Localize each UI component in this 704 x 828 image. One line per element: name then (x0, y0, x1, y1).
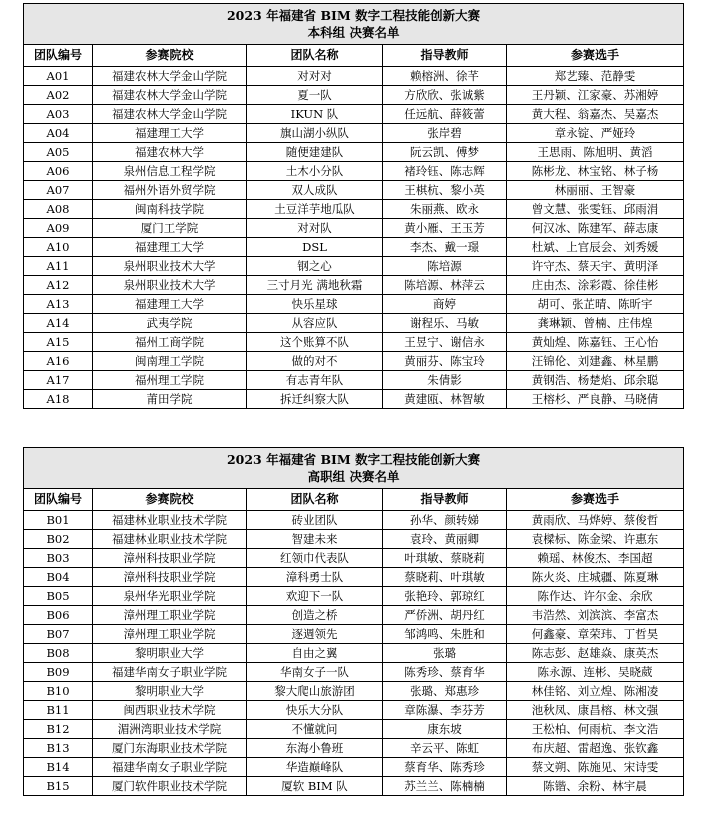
team-name-cell: 创造之桥 (247, 606, 383, 625)
team-name-cell: 逐週领先 (247, 625, 383, 644)
school-cell: 福建农林大学金山学院 (93, 105, 247, 124)
team-name-cell: 快乐大分队 (247, 701, 383, 720)
school-cell: 武夷学院 (93, 314, 247, 333)
team-id-cell: A03 (24, 105, 93, 124)
table-row (24, 644, 684, 663)
team-id-cell: A09 (24, 219, 93, 238)
table-title-row (24, 448, 684, 489)
team-name-cell: 三寸月光 满地秋霜 (247, 276, 383, 295)
participants-cell: 黄灿煌、陈嘉钰、王心怡 (507, 333, 684, 352)
school-cell: 闽南科技学院 (93, 200, 247, 219)
advisor-cell: 邹鸿鸣、朱胜和 (383, 625, 507, 644)
team-id-cell: A11 (24, 257, 93, 276)
school-cell: 泉州职业技术大学 (93, 257, 247, 276)
advisor-cell: 阮云凯、傅梦 (383, 143, 507, 162)
school-cell: 泉州信息工程学院 (93, 162, 247, 181)
advisor-cell: 严侨洲、胡丹红 (383, 606, 507, 625)
table-title (24, 4, 684, 45)
team-id-cell: A07 (24, 181, 93, 200)
table-title-row (24, 4, 684, 45)
table-row (24, 67, 684, 86)
team-name-cell: 拆迁纠察大队 (247, 390, 383, 409)
participants-cell: 许守杰、蔡天宇、黄明泽 (507, 257, 684, 276)
column-header-school: 参赛院校 (93, 45, 247, 67)
team-id-cell: A10 (24, 238, 93, 257)
advisor-cell: 王棋杭、黎小英 (383, 181, 507, 200)
advisor-cell: 孙华、颜转娣 (383, 511, 507, 530)
participants-cell: 曾文慧、张雯钰、邱雨涓 (507, 200, 684, 219)
column-header-advisor: 指导教师 (383, 489, 507, 511)
table-row (24, 314, 684, 333)
participants-cell: 王榕杉、严良静、马晓倩 (507, 390, 684, 409)
undergraduate-finalist-table (23, 3, 684, 409)
participants-cell: 何鑫豪、章荣玮、丁哲昊 (507, 625, 684, 644)
team-name-cell: 不懂就问 (247, 720, 383, 739)
participants-cell: 黄钢浩、杨楚焰、邱余聪 (507, 371, 684, 390)
table-row (24, 295, 684, 314)
table-title (24, 448, 684, 489)
advisor-cell: 蔡育华、陈秀珍 (383, 758, 507, 777)
advisor-cell: 谢程乐、马敏 (383, 314, 507, 333)
advisor-cell: 陈秀珍、蔡育华 (383, 663, 507, 682)
school-cell: 泉州华光职业学院 (93, 587, 247, 606)
advisor-cell: 赖榕洲、徐芊 (383, 67, 507, 86)
team-id-cell: A05 (24, 143, 93, 162)
team-id-cell: B06 (24, 606, 93, 625)
team-id-cell: B05 (24, 587, 93, 606)
table-row (24, 625, 684, 644)
table-row (24, 238, 684, 257)
table-row (24, 162, 684, 181)
team-id-cell: A14 (24, 314, 93, 333)
participants-cell: 杜斌、上官辰会、刘秀媛 (507, 238, 684, 257)
table-row (24, 739, 684, 758)
table-row (24, 390, 684, 409)
column-header-row (24, 45, 684, 67)
participants-cell: 章永锭、严娅玲 (507, 124, 684, 143)
school-cell: 闽南理工学院 (93, 352, 247, 371)
team-id-cell: B01 (24, 511, 93, 530)
school-cell: 湄洲湾职业技术学院 (93, 720, 247, 739)
table-row (24, 606, 684, 625)
team-name-cell: 华造巅峰队 (247, 758, 383, 777)
participants-cell: 陈作达、许尔金、余欣 (507, 587, 684, 606)
participants-cell: 汪锦伦、刘建鑫、林星鹏 (507, 352, 684, 371)
school-cell: 福州外语外贸学院 (93, 181, 247, 200)
team-id-cell: B03 (24, 549, 93, 568)
advisor-cell: 苏兰兰、陈楠楠 (383, 777, 507, 796)
participants-cell: 郑艺臻、范静雯 (507, 67, 684, 86)
table-row (24, 777, 684, 796)
participants-cell: 何汉冰、陈建军、薛志康 (507, 219, 684, 238)
participants-cell: 陈志彭、赵雄焱、康英杰 (507, 644, 684, 663)
column-header-team-name: 团队名称 (247, 489, 383, 511)
team-id-cell: A12 (24, 276, 93, 295)
group-subtitle: 高职组 决赛名单 (307, 469, 400, 484)
advisor-cell: 张璐、郑惠珍 (383, 682, 507, 701)
table-row (24, 219, 684, 238)
school-cell: 漳州理工职业学院 (93, 625, 247, 644)
advisor-cell: 任远航、薛筱蕾 (383, 105, 507, 124)
team-id-cell: A02 (24, 86, 93, 105)
vocational-rows (24, 511, 684, 796)
team-id-cell: B10 (24, 682, 93, 701)
school-cell: 莆田学院 (93, 390, 247, 409)
team-name-cell: 有志青年队 (247, 371, 383, 390)
school-cell: 福建华南女子职业学院 (93, 663, 247, 682)
advisor-cell: 商婷 (383, 295, 507, 314)
team-id-cell: A16 (24, 352, 93, 371)
school-cell: 福建农林大学金山学院 (93, 86, 247, 105)
advisor-cell: 蔡晓莉、叶琪敏 (383, 568, 507, 587)
school-cell: 福建理工大学 (93, 295, 247, 314)
advisor-cell: 张艳玲、郭琼红 (383, 587, 507, 606)
participants-cell: 王思雨、陈旭明、黄滔 (507, 143, 684, 162)
table-row (24, 200, 684, 219)
team-id-cell: B13 (24, 739, 93, 758)
school-cell: 福建理工大学 (93, 238, 247, 257)
undergraduate-rows (24, 67, 684, 409)
team-name-cell: 黎大爬山旅游团 (247, 682, 383, 701)
competition-title: 2023 年福建省 BIM 数字工程技能创新大赛 (226, 452, 481, 467)
team-name-cell: 东海小鲁班 (247, 739, 383, 758)
table-row (24, 276, 684, 295)
team-id-cell: A17 (24, 371, 93, 390)
team-name-cell: IKUN 队 (247, 105, 383, 124)
team-name-cell: 自由之翼 (247, 644, 383, 663)
team-id-cell: A04 (24, 124, 93, 143)
team-name-cell: 土木小分队 (247, 162, 383, 181)
advisor-cell: 叶琪敏、蔡晓莉 (383, 549, 507, 568)
advisor-cell: 黄丽芬、陈宝玲 (383, 352, 507, 371)
table-row (24, 530, 684, 549)
team-name-cell: 快乐星球 (247, 295, 383, 314)
competition-title: 2023 年福建省 BIM 数字工程技能创新大赛 (226, 8, 481, 23)
team-name-cell: 从容应队 (247, 314, 383, 333)
school-cell: 福建农林大学 (93, 143, 247, 162)
team-id-cell: A13 (24, 295, 93, 314)
team-name-cell: 漳科勇士队 (247, 568, 383, 587)
advisor-cell: 章陈瀑、李芬芳 (383, 701, 507, 720)
table-row (24, 333, 684, 352)
advisor-cell: 袁玲、黄丽卿 (383, 530, 507, 549)
advisor-cell: 黄小雁、王玉芳 (383, 219, 507, 238)
table-row (24, 86, 684, 105)
table-row (24, 758, 684, 777)
team-name-cell: DSL (247, 238, 383, 257)
table-row (24, 143, 684, 162)
school-cell: 闽西职业技术学院 (93, 701, 247, 720)
team-name-cell: 厦软 BIM 队 (247, 777, 383, 796)
team-name-cell: 欢迎下一队 (247, 587, 383, 606)
team-id-cell: A06 (24, 162, 93, 181)
participants-cell: 王丹颖、江家豪、苏湘婷 (507, 86, 684, 105)
team-id-cell: A08 (24, 200, 93, 219)
team-id-cell: B08 (24, 644, 93, 663)
school-cell: 漳州科技职业学院 (93, 549, 247, 568)
team-id-cell: B07 (24, 625, 93, 644)
vocational-finalist-table (23, 447, 684, 796)
table-row (24, 511, 684, 530)
advisor-cell: 方欣欣、张诚紫 (383, 86, 507, 105)
school-cell: 厦门工学院 (93, 219, 247, 238)
team-name-cell: 砖业团队 (247, 511, 383, 530)
team-name-cell: 双人成队 (247, 181, 383, 200)
school-cell: 福州理工学院 (93, 371, 247, 390)
participants-cell: 陈锴、余粉、林宇晨 (507, 777, 684, 796)
advisor-cell: 张岸碧 (383, 124, 507, 143)
school-cell: 福建林业职业技术学院 (93, 530, 247, 549)
team-name-cell: 智建未来 (247, 530, 383, 549)
team-id-cell: A01 (24, 67, 93, 86)
team-name-cell: 旗山湖小纵队 (247, 124, 383, 143)
team-name-cell: 红领巾代表队 (247, 549, 383, 568)
table-row (24, 105, 684, 124)
table-row (24, 352, 684, 371)
column-header-participants: 参赛选手 (507, 489, 684, 511)
table-row (24, 701, 684, 720)
team-name-cell: 土豆洋芋地瓜队 (247, 200, 383, 219)
column-header-team-id: 团队编号 (24, 45, 93, 67)
column-header-advisor: 指导教师 (383, 45, 507, 67)
column-header-school: 参赛院校 (93, 489, 247, 511)
school-cell: 福建华南女子职业学院 (93, 758, 247, 777)
participants-cell: 黄雨欣、马烨婷、蔡俊哲 (507, 511, 684, 530)
table-row (24, 257, 684, 276)
team-name-cell: 做的对不 (247, 352, 383, 371)
school-cell: 漳州科技职业学院 (93, 568, 247, 587)
advisor-cell: 李杰、戴一璟 (383, 238, 507, 257)
advisor-cell: 陈培源、林萍云 (383, 276, 507, 295)
table-row (24, 682, 684, 701)
advisor-cell: 褚玲钰、陈志辉 (383, 162, 507, 181)
team-id-cell: A18 (24, 390, 93, 409)
participants-cell: 陈彬龙、林宝铭、林子杨 (507, 162, 684, 181)
column-header-team-id: 团队编号 (24, 489, 93, 511)
school-cell: 福州工商学院 (93, 333, 247, 352)
participants-cell: 韦浩然、刘滨滨、李富杰 (507, 606, 684, 625)
participants-cell: 蔡文朔、陈施见、宋诗雯 (507, 758, 684, 777)
team-name-cell: 夏一队 (247, 86, 383, 105)
advisor-cell: 朱倩影 (383, 371, 507, 390)
participants-cell: 黄大程、翁嘉杰、吴嘉杰 (507, 105, 684, 124)
team-id-cell: B09 (24, 663, 93, 682)
school-cell: 福建林业职业技术学院 (93, 511, 247, 530)
team-id-cell: B11 (24, 701, 93, 720)
team-id-cell: B04 (24, 568, 93, 587)
participants-cell: 布庆超、雷超逸、张钦鑫 (507, 739, 684, 758)
school-cell: 泉州职业技术大学 (93, 276, 247, 295)
school-cell: 福建农林大学金山学院 (93, 67, 247, 86)
participants-cell: 池秋凤、康昌榕、林文强 (507, 701, 684, 720)
advisor-cell: 康东坡 (383, 720, 507, 739)
participants-cell: 袁樑标、陈金梁、许惠东 (507, 530, 684, 549)
column-header-team-name: 团队名称 (247, 45, 383, 67)
team-id-cell: A15 (24, 333, 93, 352)
participants-cell: 王松柏、何雨杭、李文浩 (507, 720, 684, 739)
table-row (24, 124, 684, 143)
advisor-cell: 黄建瓯、林智敏 (383, 390, 507, 409)
team-name-cell: 华南女子一队 (247, 663, 383, 682)
table-row (24, 587, 684, 606)
table-row (24, 720, 684, 739)
advisor-cell: 张璐 (383, 644, 507, 663)
school-cell: 福建理工大学 (93, 124, 247, 143)
participants-cell: 龚琳颖、曾楠、庄伟煌 (507, 314, 684, 333)
table-row (24, 568, 684, 587)
participants-cell: 胡可、张芷晴、陈昕宇 (507, 295, 684, 314)
team-id-cell: B12 (24, 720, 93, 739)
participants-cell: 赖瑶、林俊杰、李国超 (507, 549, 684, 568)
school-cell: 厦门软件职业技术学院 (93, 777, 247, 796)
participants-cell: 庄由杰、涂彩霞、徐佳彬 (507, 276, 684, 295)
team-id-cell: B15 (24, 777, 93, 796)
table-row (24, 663, 684, 682)
team-name-cell: 钢之心 (247, 257, 383, 276)
school-cell: 漳州理工职业学院 (93, 606, 247, 625)
team-id-cell: B14 (24, 758, 93, 777)
team-name-cell: 对对队 (247, 219, 383, 238)
column-header-participants: 参赛选手 (507, 45, 684, 67)
team-name-cell: 随便建建队 (247, 143, 383, 162)
participants-cell: 陈永源、连彬、吴晓葳 (507, 663, 684, 682)
participants-cell: 林丽丽、王智豪 (507, 181, 684, 200)
advisor-cell: 朱丽燕、欧永 (383, 200, 507, 219)
participants-cell: 陈火炎、庄城疆、陈夏琳 (507, 568, 684, 587)
advisor-cell: 辛云平、陈虹 (383, 739, 507, 758)
school-cell: 黎明职业大学 (93, 682, 247, 701)
school-cell: 黎明职业大学 (93, 644, 247, 663)
team-name-cell: 这个账算不队 (247, 333, 383, 352)
school-cell: 厦门东海职业技术学院 (93, 739, 247, 758)
advisor-cell: 王昱宁、谢信永 (383, 333, 507, 352)
advisor-cell: 陈培源 (383, 257, 507, 276)
table-row (24, 181, 684, 200)
participants-cell: 林佳铭、刘立煌、陈湘凌 (507, 682, 684, 701)
table-row (24, 549, 684, 568)
group-subtitle: 本科组 决赛名单 (307, 25, 400, 40)
team-id-cell: B02 (24, 530, 93, 549)
table-row (24, 371, 684, 390)
team-name-cell: 对对对 (247, 67, 383, 86)
column-header-row (24, 489, 684, 511)
